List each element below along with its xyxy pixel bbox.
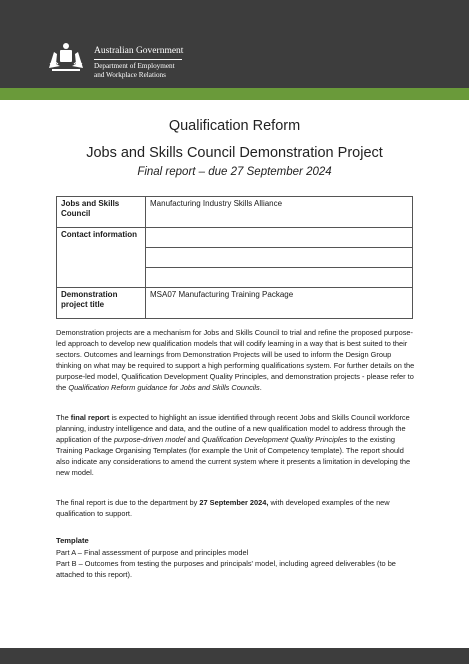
table-row xyxy=(57,228,413,248)
text-span: The final report is due to the department by xyxy=(56,498,200,507)
contact-value-3 xyxy=(146,268,413,288)
project-title-label: Demonstration project title xyxy=(57,288,146,319)
jsc-label: Jobs and Skills Council xyxy=(57,197,146,228)
contact-value-2 xyxy=(146,248,413,268)
final-report-paragraph xyxy=(56,412,416,478)
project-title-value: MSA07 Manufacturing Training Package xyxy=(146,288,413,319)
guidance-reference: Qualification Reform guidance for Jobs and Skills Councils xyxy=(68,383,260,392)
header-accent-band xyxy=(0,88,469,100)
gov-divider xyxy=(94,59,182,60)
gov-name: Australian Government xyxy=(94,46,184,56)
text-span: The xyxy=(56,413,71,422)
table-row xyxy=(57,288,413,319)
intro-paragraph xyxy=(56,327,416,393)
part-b-line: Part B – Outcomes from testing the purposes and principals' model, including agreed deliverables (to be attached to this report). xyxy=(56,559,396,579)
contact-label: Contact information xyxy=(57,228,146,288)
due-date-emphasis: 27 September 2024, xyxy=(199,498,269,507)
text-span: is expected to highlight an issue identified through recent Jobs and Skills Council workforce planning, industry intelligence and data, and the outline of a new qualification model to address through the application of the xyxy=(56,413,410,444)
table-row xyxy=(57,197,413,228)
template-parts xyxy=(56,547,416,580)
document-subtitle: Jobs and Skills Council Demonstration Project xyxy=(86,145,383,161)
text-span: and xyxy=(185,435,202,444)
contact-value-1 xyxy=(146,228,413,248)
dept-name-line1: Department of Employment xyxy=(94,62,175,70)
final-report-term: final report xyxy=(70,413,110,422)
government-logo-text xyxy=(94,46,183,80)
intro-text-end: . xyxy=(259,383,262,392)
text-span: with developed examples of the new qualification to support. xyxy=(56,498,390,518)
jsc-value: Manufacturing Industry Skills Alliance xyxy=(146,197,413,228)
government-header xyxy=(0,0,469,88)
project-info-table xyxy=(56,196,413,319)
text-span: to the existing Training Package Organising Templates (for example the Unit of Competency template). The report should also indicate any considerations to amend the current system where it presents a limitation in developing the new model. xyxy=(56,435,411,477)
purpose-driven-model-term: purpose-driven model xyxy=(113,435,186,444)
page-footer-band xyxy=(0,648,469,664)
intro-text: Demonstration projects are a mechanism for Jobs and Skills Council to trial and refine the proposed purpose-led approach to develop new qualification models that will codify learning in a way that is best suited to their sectors. Outcomes and learnings from Demonstration Projects will be used to inform the Design Group thinking on what may be required to support a high performing qualifications system. For further details on the purpose-led model, Qualification Development Quality Principles, and demonstration projects - please refer to the xyxy=(56,328,415,392)
document-title: Qualification Reform xyxy=(168,118,301,134)
template-heading: Template xyxy=(56,536,89,545)
quality-principles-term: Qualification Development Quality Principles xyxy=(201,435,348,444)
dept-name-line2: and Workplace Relations xyxy=(94,71,166,79)
due-date-line: Final report – due 27 September 2024 xyxy=(137,166,332,178)
coat-of-arms-icon xyxy=(46,40,86,74)
part-a-line: Part A – Final assessment of purpose and principles model xyxy=(56,548,249,557)
due-date-paragraph xyxy=(56,497,416,519)
